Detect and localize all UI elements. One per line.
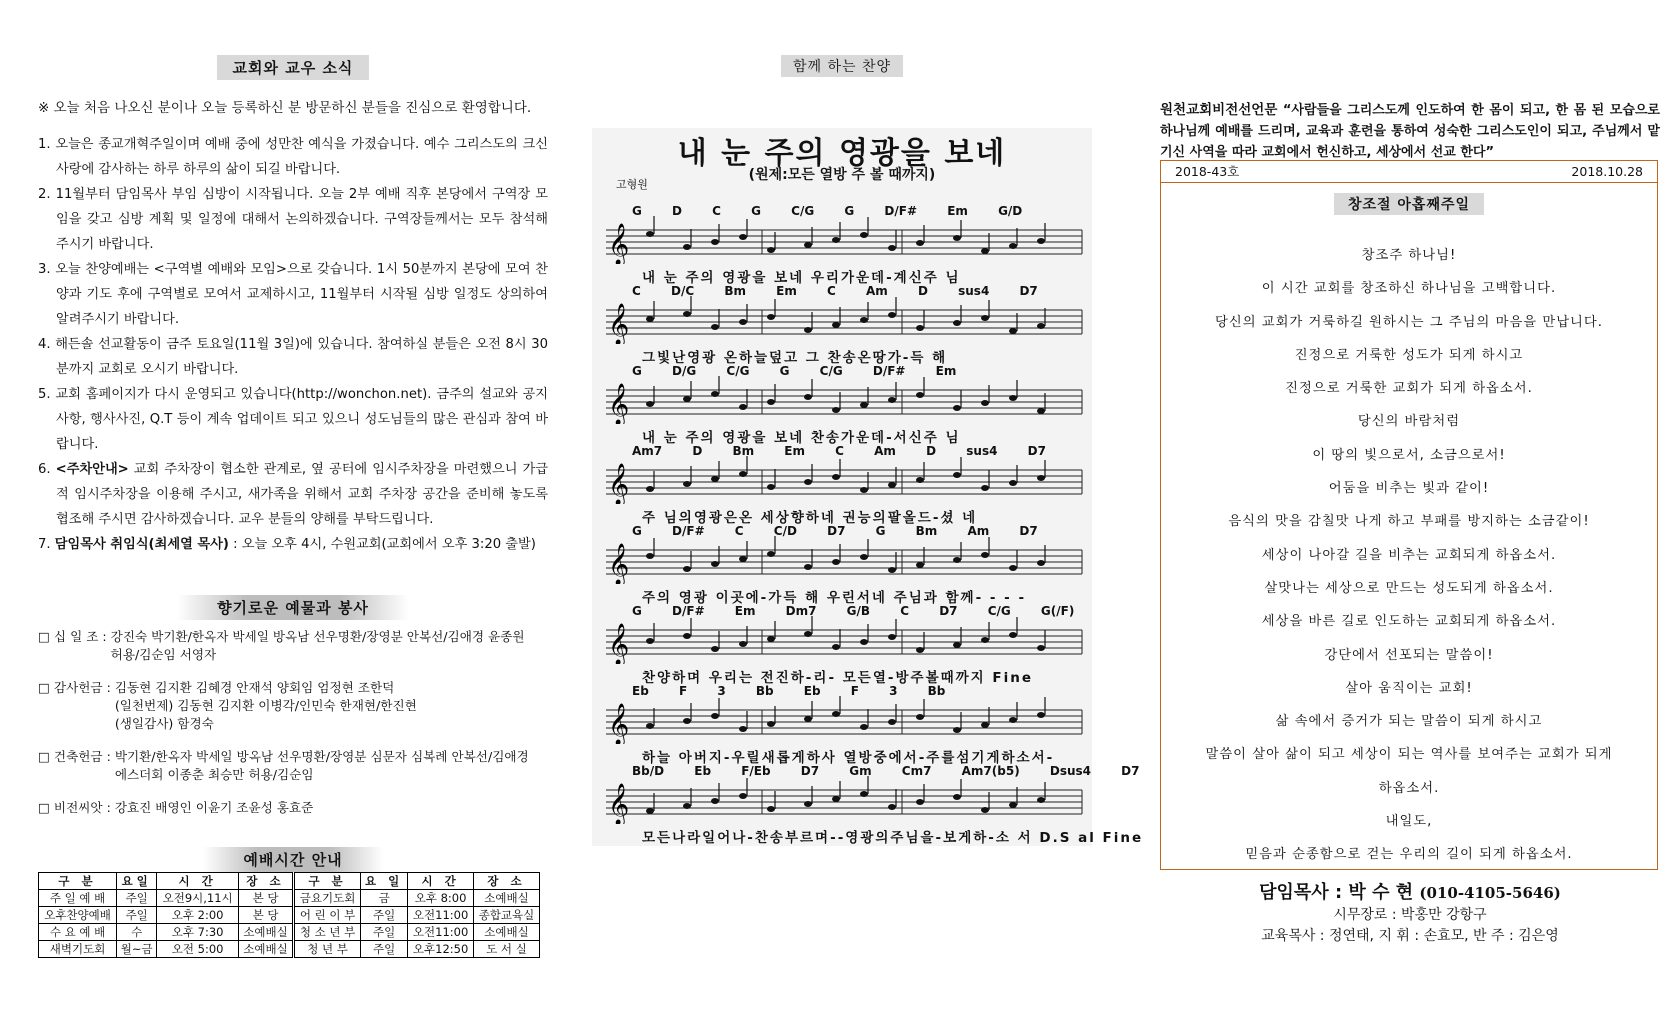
prayer-line: 살맛나는 세상으로 만드는 성도되게 하옵소서. — [1264, 580, 1554, 596]
note-head — [981, 485, 989, 491]
prayer-line: 말씀이 살아 삶이 되고 세상이 되는 역사를 보여주는 교회가 되게 — [1205, 747, 1613, 763]
note-head — [767, 806, 775, 812]
note-head — [646, 486, 654, 492]
note-head — [804, 394, 812, 400]
lyric-line: 주의 영광 이곳에-가득 해 우린서네 주님과 함께- - - - — [642, 590, 1027, 606]
staff-row — [602, 364, 1086, 450]
chord-symbols: G D/G C/G G C/G D/F# Em — [632, 364, 957, 378]
note-head — [916, 562, 924, 568]
news-item: 5. 교회 홈페이지가 다시 운영되고 있습니다(http://wonchon.net). 금주의 설교와 공지사항, 행사사진, Q.T 등이 계속 업데이트 되고 있으니 성도님들의 많은 관심과 참여 바랍니다. — [38, 387, 548, 452]
note-head — [953, 405, 961, 411]
elder-line: 시무장로 : 박홍만 강항구 — [1333, 907, 1487, 923]
prayer-line: 삶 속에서 증거가 되는 말씀이 되게 하시고 — [1275, 714, 1543, 730]
note-head — [804, 564, 812, 570]
note-head — [646, 553, 654, 559]
note-head — [1037, 797, 1045, 803]
sheet-music — [592, 128, 1144, 846]
note-head — [981, 637, 989, 643]
note-head — [646, 638, 654, 644]
note-head — [860, 232, 868, 238]
offering-item: □ 십 일 조 : 강진숙 박기환/한옥자 박세일 방옥남 선우명환/장영분 안복선/김애경 윤종원 허용/김순임 서영자 — [38, 629, 525, 662]
note-head — [739, 641, 747, 647]
note-head — [767, 314, 775, 320]
note-head — [981, 400, 989, 406]
lyric-line: 찬양하며 우리는 전진하-리- 모든열-방주볼때까지 Fine — [642, 670, 1034, 686]
lyric-line: 하늘 아버지-우릴새롭게하사 열방중에서-주를섬기게하소서- — [642, 750, 1055, 766]
vision-statement — [1160, 100, 1660, 163]
note-head — [860, 724, 868, 730]
note-head — [711, 391, 719, 397]
note-head — [888, 804, 896, 810]
note-head — [646, 808, 654, 814]
vision-text: “사람들을 그리스도께 인도하여 한 몸이 되고, 한 몸 된 모습으로 하나님께 예배를 드리며, 교육과 훈련을 통하여 성숙한 그리스도인이 되고, 주님께서 맡기신 사역을 따라 교회에서 헌신하고, 세상에서 선교 한다” — [1160, 103, 1660, 160]
note-head — [832, 644, 840, 650]
prayer-line: 하옵소서. — [1378, 780, 1440, 796]
note-head — [1009, 395, 1017, 401]
note-head — [1009, 243, 1017, 249]
issue-date: 2018.10.28 — [1571, 164, 1643, 179]
table-header-row: 구 분 요일 시 간 장 소 구 분 요 일 시 간 장 소 — [39, 873, 540, 890]
chord-symbols: G D C G C/G G D/F# Em G/D — [632, 204, 1023, 218]
prayer-line: 당신의 바람처럼 — [1357, 414, 1461, 430]
issue-number: 2018-43호 — [1175, 164, 1240, 179]
note-head — [739, 556, 747, 562]
note-head — [1009, 565, 1017, 571]
note-head — [683, 311, 691, 317]
welcome-text: ※ 오늘 처음 나오신 분이나 오늘 등록하신 분 방문하신 분들을 진심으로 환영합니다. — [38, 100, 532, 116]
hymn-subtitle: (원제:모든 열방 주 볼 때까지) — [748, 167, 936, 183]
note-head — [739, 234, 747, 240]
prayer-line: 세상이 나아갈 길을 비추는 교회되게 하옵소서. — [1261, 547, 1557, 563]
note-head — [767, 484, 775, 490]
note-head — [739, 471, 747, 477]
news-item: 4. 해든솔 선교활동이 금주 토요일(11월 3일)에 있습니다. 참여하실 분들은 오전 8시 30분까지 교회로 오시기 바랍니다. — [38, 337, 548, 377]
news-title: 교회와 교우 소식 — [217, 55, 370, 80]
note-head — [683, 633, 691, 639]
offering-list — [38, 628, 548, 832]
chord-symbols: Am7 D Bm Em C Am D sus4 D7 — [632, 444, 1046, 458]
news-item: 1. 오늘은 종교개혁주일이며 예배 중에 성만찬 예식을 가졌습니다. 예수 그리스도의 크신 사랑에 감사하는 하루 하루의 삶이 되길 바랍니다. — [38, 137, 548, 177]
note-head — [1037, 238, 1045, 244]
note-head — [683, 566, 691, 572]
offering-item: □ 건축헌금 : 박기환/한옥자 박세일 방옥남 선우명환/장영분 심문자 심복례 안복선/김애경 에스더회 이종춘 최승만 허용/김순임 — [38, 749, 529, 782]
note-head — [953, 794, 961, 800]
note-head — [888, 567, 896, 573]
note-head — [832, 322, 840, 328]
issue-header — [1161, 161, 1657, 183]
note-head — [767, 721, 775, 727]
note-head — [739, 793, 747, 799]
lyric-line: 내 눈 주의 영광을 보네 우리가운데-계신주 님 — [642, 270, 961, 286]
prayer-line: 믿음과 순종함으로 걷는 우리의 길이 되게 하옵소서. — [1245, 847, 1573, 863]
note-head — [1009, 632, 1017, 638]
sunday-title: 창조절 아홉째주일 — [1334, 193, 1484, 215]
note-head — [888, 312, 896, 318]
note-head — [711, 561, 719, 567]
hymn-title: 내 눈 주의 영광을 보네 — [677, 136, 1007, 171]
note-head — [1009, 802, 1017, 808]
lyric-line: 내 눈 주의 영광을 보네 찬송가운데-서신주 님 — [642, 430, 961, 446]
prayer-line: 강단에서 선포되는 말씀이! — [1324, 647, 1494, 663]
worship-time-title: 예배시간 안내 — [203, 847, 382, 872]
note-head — [804, 801, 812, 807]
news-item: 6. <주차안내> 교회 주차장이 협소한 관계로, 옆 공터에 임시주차장을 마련했으니 가급적 임시주차장을 이용해 주시고, 새가족을 위해서 교회 주차장 공간을 준비해 놓도록 협조해 주시면 감사하겠습니다. 교우 분들의 양해를 부탁드립니다. — [38, 462, 548, 527]
note-head — [832, 474, 840, 480]
chord-symbols: G D/F# Em Dm7 G/B C D7 C/G G(/F) — [632, 604, 1075, 618]
note-head — [804, 716, 812, 722]
table-row: 주 일 예 배 주일 오전9시,11시 본 당 금요기도회 금 오후 8:00 소예배실 — [39, 890, 540, 907]
note-head — [860, 554, 868, 560]
prayer-line: 내일도, — [1385, 814, 1433, 830]
note-head — [646, 401, 654, 407]
note-head — [916, 799, 924, 805]
note-head — [860, 402, 868, 408]
note-head — [916, 477, 924, 483]
note-head — [981, 722, 989, 728]
note-head — [804, 631, 812, 637]
education-line: 교육목사 : 정연태, 지 휘 : 손효모, 반 주 : 김은영 — [1261, 928, 1559, 944]
pastor-line — [1160, 878, 1660, 904]
prayer-line: 음식의 맛을 감칠맛 나게 하고 부패를 방지하는 소금같이! — [1228, 514, 1590, 530]
news-item: 3. 오늘 찬양예배는 <구역별 예배와 모임>으로 갖습니다. 1시 50분까지 본당에 모여 찬양과 기도 후에 구역별로 모여서 교제하시고, 11월부터 시작될 심방 일정도 상의하여 알려주시기 바랍니다. — [38, 262, 548, 327]
note-head — [888, 634, 896, 640]
note-head — [711, 239, 719, 245]
note-head — [683, 718, 691, 724]
note-head — [832, 407, 840, 413]
prayer-line: 당신의 교회가 거룩하길 원하시는 그 주님의 마음을 만납니다. — [1215, 314, 1603, 330]
offering-item: □ 감사헌금 : 김동현 김지환 김혜경 안재석 양회임 엄정현 조한덕 (일천번제) 김동현 김지환 이병각/인민숙 한재현/한진현 (생일감사) 함경숙 — [38, 680, 417, 731]
note-head — [1037, 408, 1045, 414]
note-head — [860, 639, 868, 645]
note-head — [981, 552, 989, 558]
prayer-text — [1161, 239, 1657, 872]
staff-row — [602, 604, 1086, 690]
note-head — [953, 727, 961, 733]
note-head — [860, 487, 868, 493]
note-head — [888, 719, 896, 725]
note-head — [739, 404, 747, 410]
news-item: 2. 11월부터 담임목사 부임 심방이 시작됩니다. 오늘 2부 예배 직후 본당에서 구역장 모임을 갖고 심방 계획 및 일정에 대해서 논의하겠습니다. 구역장들께서는 모두 참석해 주시기 바랍니다. — [38, 187, 549, 252]
note-head — [767, 551, 775, 557]
prayer-line: 어둠을 비추는 빛과 같이! — [1328, 481, 1490, 497]
note-head — [981, 807, 989, 813]
note-head — [739, 726, 747, 732]
note-head — [1037, 560, 1045, 566]
treble-clef-icon: 𝄞 — [608, 704, 630, 744]
treble-clef-icon: 𝄞 — [608, 544, 630, 584]
note-head — [953, 472, 961, 478]
note-head — [804, 479, 812, 485]
note-head — [953, 235, 961, 241]
note-head — [711, 798, 719, 804]
chord-symbols: G D/F# C C/D D7 G Bm Am D7 — [632, 524, 1038, 538]
note-head — [646, 316, 654, 322]
note-head — [860, 317, 868, 323]
note-head — [804, 327, 812, 333]
note-head — [953, 642, 961, 648]
note-head — [888, 482, 896, 488]
prayer-line: 진정으로 거룩한 교회가 되게 하옵소서. — [1285, 381, 1533, 397]
staff-row — [602, 524, 1086, 610]
lyric-line: 주 님의영광은온 세상향하네 권능의팔올드-셨 네 — [642, 510, 978, 526]
note-head — [1009, 480, 1017, 486]
note-head — [832, 796, 840, 802]
pastor-phone: (010-4105-5646) — [1419, 884, 1561, 902]
news-item: 7. 담임목사 취임식(최세열 목사) : 오늘 오후 4시, 수원교회(교회에서 오후 3:20 출발) — [38, 537, 536, 552]
prayer-line: 세상을 바른 길로 인도하는 교회되게 하옵소서. — [1261, 614, 1557, 630]
table-row: 새벽기도회 월~금 오전 5:00 소예배실 청 년 부 주일 오후12:50 도 서 실 — [39, 941, 540, 958]
note-head — [888, 397, 896, 403]
note-head — [646, 723, 654, 729]
note-head — [981, 315, 989, 321]
table-row: 오후찬양예배 주일 오후 2:00 본 당 어 린 이 부 주일 오전11:00 종합교육실 — [39, 907, 540, 924]
note-head — [832, 711, 840, 717]
note-head — [767, 399, 775, 405]
note-head — [683, 803, 691, 809]
news-list — [38, 132, 548, 557]
note-head — [683, 396, 691, 402]
lyric-line: 그빛난영광 온하늘덮고 그 찬송온땅가-득 해 — [642, 350, 948, 366]
note-head — [711, 476, 719, 482]
note-head — [981, 248, 989, 254]
note-head — [832, 237, 840, 243]
note-head — [1009, 717, 1017, 723]
note-head — [646, 231, 654, 237]
note-head — [683, 481, 691, 487]
note-head — [916, 325, 924, 331]
note-head — [1037, 712, 1045, 718]
note-head — [860, 791, 868, 797]
treble-clef-icon: 𝄞 — [608, 624, 630, 664]
pastor-name: 담임목사 : 박 수 현 — [1259, 882, 1414, 903]
staff-row — [602, 284, 1086, 370]
lyric-line: 모든나라일어나-찬송부르며--영광의주님을-보게하-소 서 D.S al Fine — [642, 830, 1144, 846]
note-head — [953, 557, 961, 563]
chord-symbols: Bb/D Eb F/Eb D7 Gm Cm7 Am7(b5) Dsus4 D7 — [632, 764, 1140, 778]
note-head — [767, 636, 775, 642]
note-head — [953, 320, 961, 326]
prayer-line: 살아 움직이는 교회! — [1345, 680, 1473, 696]
prayer-box — [1160, 160, 1658, 870]
note-head — [832, 559, 840, 565]
note-head — [683, 244, 691, 250]
note-head — [1009, 328, 1017, 334]
treble-clef-icon: 𝄞 — [608, 384, 630, 424]
treble-clef-icon: 𝄞 — [608, 304, 630, 344]
staff-row — [602, 444, 1086, 530]
note-head — [916, 647, 924, 653]
prayer-line: 이 땅의 빛으로서, 소금으로서! — [1312, 447, 1506, 463]
treble-clef-icon: 𝄞 — [608, 224, 630, 264]
prayer-line: 진정으로 거룩한 성도가 되게 하시고 — [1294, 347, 1524, 363]
hymn-section-title: 함께 하는 찬양 — [781, 55, 903, 77]
vision-title: 원천교회비전선언문 — [1160, 102, 1278, 118]
chord-symbols: C D/C Bm Em C Am D sus4 D7 — [632, 284, 1038, 298]
offering-item: □ 비전씨앗 : 강효진 배영인 이윤기 조윤성 홍효준 — [38, 800, 314, 815]
worship-time-table — [38, 872, 540, 958]
note-head — [711, 324, 719, 330]
note-head — [711, 713, 719, 719]
note-head — [711, 646, 719, 652]
prayer-line: 이 시간 교회를 창조하신 하나님을 고백합니다. — [1261, 281, 1557, 297]
prayer-line: 창조주 하나님! — [1361, 248, 1457, 263]
note-head — [916, 392, 924, 398]
note-head — [767, 247, 775, 253]
note-head — [1037, 323, 1045, 329]
offering-title: 향기로운 예물과 봉사 — [177, 595, 409, 620]
staff-row — [602, 684, 1086, 770]
note-head — [739, 319, 747, 325]
chord-symbols: Eb F 3 Bb Eb F 3 Bb — [632, 684, 946, 698]
note-head — [1037, 475, 1045, 481]
staff-row — [602, 764, 1144, 850]
treble-clef-icon: 𝄞 — [608, 464, 630, 504]
note-head — [804, 242, 812, 248]
staff-row — [602, 204, 1086, 290]
table-row: 수 요 예 배 수 오후 7:30 소예배실 청 소 년 부 주일 오전11:00 소예배실 — [39, 924, 540, 941]
composer: 고형원 — [616, 178, 648, 191]
treble-clef-icon: 𝄞 — [608, 784, 630, 824]
note-head — [1037, 645, 1045, 651]
note-head — [916, 240, 924, 246]
note-head — [916, 714, 924, 720]
note-head — [888, 245, 896, 251]
